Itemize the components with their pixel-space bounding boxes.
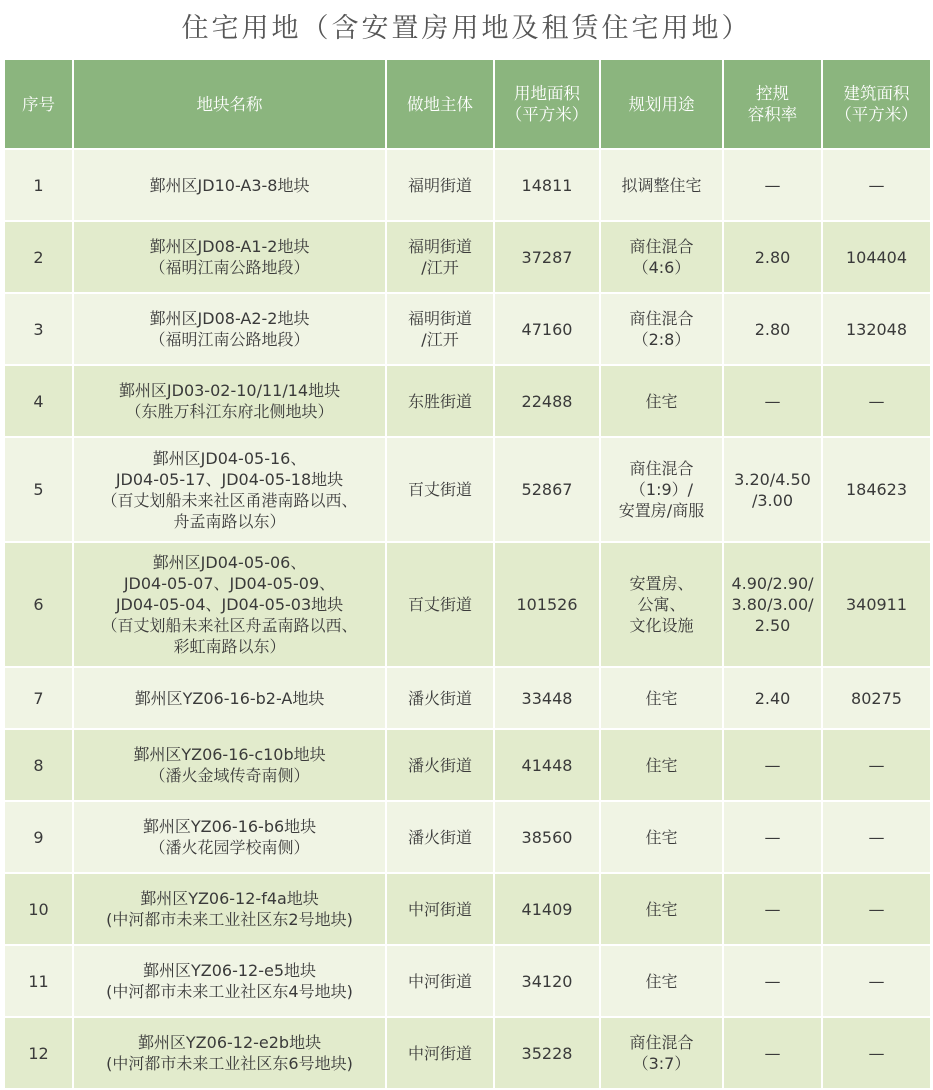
- cell-line: 建筑面积: [843, 84, 910, 103]
- cell-line: 鄞州区YZ06-16-b6地块: [142, 817, 317, 836]
- cell-line: 鄞州区YZ06-12-e5地块: [142, 961, 317, 980]
- cell-line: （1:9）/: [629, 480, 694, 499]
- cell-gfa: —: [822, 365, 931, 437]
- cell-line: （2:8）: [632, 330, 691, 349]
- cell-far: [723, 221, 822, 293]
- cell-line: 2.80: [754, 247, 791, 267]
- cell-line: 公寓、: [637, 595, 686, 614]
- cell-line: 2.40: [754, 688, 791, 708]
- cell-name: [73, 945, 386, 1017]
- cell-far: [723, 542, 822, 667]
- cell-area: 52867: [494, 437, 600, 542]
- cell-area: 41409: [494, 873, 600, 945]
- cell-far: [723, 1017, 822, 1089]
- cell-gfa: 340911: [822, 542, 931, 667]
- cell-far: [723, 149, 822, 221]
- cell-body: [386, 221, 494, 293]
- cell-line: 文化设施: [629, 616, 694, 635]
- table-row: [4, 1017, 931, 1089]
- cell-line: 潘火街道: [407, 827, 472, 847]
- table-row: [4, 873, 931, 945]
- table-row: [4, 221, 931, 293]
- cell-body: [386, 729, 494, 801]
- cell-name: [73, 873, 386, 945]
- table-row: [4, 149, 931, 221]
- cell-gfa: —: [822, 1017, 931, 1089]
- cell-line: 鄞州区JD03-02-10/11/14地块: [118, 381, 341, 400]
- header-no: [4, 59, 73, 149]
- cell-gfa: —: [822, 729, 931, 801]
- cell-body: [386, 365, 494, 437]
- cell-no: 10: [4, 873, 73, 945]
- cell-no: 6: [4, 542, 73, 667]
- cell-body: [386, 873, 494, 945]
- cell-line: JD04-05-04、JD04-05-03地块: [115, 595, 344, 614]
- cell-line: 中河街道: [407, 971, 472, 991]
- cell-use: [600, 667, 723, 729]
- table-row: [4, 729, 931, 801]
- cell-use: [600, 873, 723, 945]
- cell-name: [73, 365, 386, 437]
- cell-line: 地块名称: [196, 94, 263, 114]
- cell-line: (中河都市未来工业社区东6号地块): [106, 1054, 353, 1073]
- table-row: [4, 437, 931, 542]
- cell-no: 9: [4, 801, 73, 873]
- cell-body: [386, 945, 494, 1017]
- cell-area: 38560: [494, 801, 600, 873]
- cell-line: 2.50: [754, 616, 791, 635]
- cell-name: [73, 149, 386, 221]
- header-gfa: [822, 59, 931, 149]
- cell-far: [723, 729, 822, 801]
- cell-use: [600, 365, 723, 437]
- cell-no: 7: [4, 667, 73, 729]
- cell-far: [723, 365, 822, 437]
- header-name: [73, 59, 386, 149]
- cell-line: 鄞州区JD10-A3-8地块: [149, 175, 310, 195]
- cell-line: 安置房/商服: [618, 501, 705, 520]
- cell-gfa: —: [822, 945, 931, 1017]
- cell-line: 鄞州区JD08-A2-2地块: [149, 309, 310, 328]
- cell-line: 安置房、: [629, 574, 694, 593]
- cell-line: JD04-05-17、JD04-05-18地块: [115, 469, 344, 489]
- cell-area: 34120: [494, 945, 600, 1017]
- cell-line: 4.90/2.90/: [731, 574, 814, 593]
- cell-line: （潘火花园学校南侧）: [149, 838, 310, 857]
- cell-gfa: —: [822, 801, 931, 873]
- cell-area: 101526: [494, 542, 600, 667]
- cell-line: （平方米）: [835, 105, 918, 124]
- cell-line: /江开: [421, 258, 459, 277]
- cell-no: 12: [4, 1017, 73, 1089]
- cell-far: [723, 293, 822, 365]
- cell-area: 37287: [494, 221, 600, 293]
- table-row: [4, 667, 931, 729]
- cell-name: [73, 437, 386, 542]
- cell-no: 2: [4, 221, 73, 293]
- cell-line: 潘火街道: [407, 755, 472, 775]
- cell-line: 舟孟南路以东）: [173, 511, 286, 531]
- cell-gfa: —: [822, 873, 931, 945]
- cell-far: [723, 873, 822, 945]
- cell-far: [723, 945, 822, 1017]
- cell-line: 中河街道: [407, 899, 472, 919]
- header-row: [4, 59, 931, 149]
- cell-line: 拟调整住宅: [621, 175, 702, 195]
- cell-line: —: [764, 175, 781, 195]
- cell-line: —: [764, 971, 781, 991]
- cell-area: 41448: [494, 729, 600, 801]
- cell-gfa: 104404: [822, 221, 931, 293]
- cell-line: 鄞州区JD04-05-16、: [152, 448, 307, 468]
- cell-line: —: [764, 755, 781, 775]
- cell-line: 住宅: [645, 755, 678, 775]
- cell-line: 福明街道: [407, 309, 472, 328]
- cell-body: [386, 437, 494, 542]
- land-table: [3, 58, 932, 1090]
- cell-use: [600, 1017, 723, 1089]
- cell-line: 2.80: [754, 319, 791, 339]
- cell-use: [600, 437, 723, 542]
- cell-use: [600, 729, 723, 801]
- cell-name: [73, 293, 386, 365]
- cell-line: 控规: [756, 84, 789, 103]
- cell-line: —: [764, 827, 781, 847]
- cell-use: [600, 221, 723, 293]
- cell-area: 33448: [494, 667, 600, 729]
- cell-no: 11: [4, 945, 73, 1017]
- cell-line: 福明街道: [407, 237, 472, 256]
- cell-line: /3.00: [751, 490, 793, 510]
- cell-line: 规划用途: [628, 94, 695, 114]
- cell-line: 鄞州区JD08-A1-2地块: [149, 237, 310, 256]
- table-body: [4, 149, 931, 1089]
- cell-line: 百丈街道: [407, 480, 472, 499]
- cell-line: 商住混合: [629, 309, 694, 328]
- cell-line: (中河都市未来工业社区东2号地块): [106, 910, 353, 929]
- cell-area: 47160: [494, 293, 600, 365]
- cell-use: [600, 945, 723, 1017]
- cell-use: [600, 542, 723, 667]
- cell-line: 鄞州区YZ06-16-b2-A地块: [134, 688, 325, 708]
- cell-gfa: 184623: [822, 437, 931, 542]
- cell-body: [386, 149, 494, 221]
- cell-line: 住宅: [645, 827, 678, 847]
- cell-area: 22488: [494, 365, 600, 437]
- cell-line: 住宅: [645, 971, 678, 991]
- cell-line: 潘火街道: [407, 688, 472, 708]
- cell-line: 用地面积: [514, 84, 580, 103]
- cell-line: （平方米）: [505, 105, 589, 124]
- cell-line: 鄞州区YZ06-12-f4a地块: [140, 889, 319, 908]
- cell-line: 商住混合: [629, 1033, 694, 1052]
- table-row: [4, 801, 931, 873]
- cell-use: [600, 149, 723, 221]
- cell-line: —: [764, 391, 781, 411]
- header-area: [494, 59, 600, 149]
- cell-line: （福明江南公路地段）: [149, 258, 310, 277]
- cell-line: —: [764, 1043, 781, 1063]
- cell-no: 8: [4, 729, 73, 801]
- cell-line: （福明江南公路地段）: [149, 330, 310, 349]
- cell-line: 鄞州区YZ06-12-e2b地块: [137, 1033, 322, 1052]
- cell-line: /江开: [421, 330, 459, 349]
- cell-line: 东胜街道: [407, 391, 472, 411]
- cell-far: [723, 437, 822, 542]
- cell-gfa: 80275: [822, 667, 931, 729]
- cell-line: 住宅: [645, 688, 678, 708]
- cell-name: [73, 221, 386, 293]
- cell-line: 商住混合: [629, 459, 694, 478]
- cell-body: [386, 667, 494, 729]
- cell-line: （百丈划船未来社区甬港南路以西、: [101, 490, 358, 510]
- cell-name: [73, 1017, 386, 1089]
- cell-gfa: 132048: [822, 293, 931, 365]
- cell-name: [73, 667, 386, 729]
- cell-area: 35228: [494, 1017, 600, 1089]
- cell-no: 5: [4, 437, 73, 542]
- cell-line: （东胜万科江东府北侧地块）: [125, 402, 334, 421]
- cell-line: 鄞州区JD04-05-06、: [152, 553, 307, 572]
- cell-line: （潘火金域传奇南侧）: [149, 766, 310, 785]
- cell-far: [723, 801, 822, 873]
- cell-line: 彩虹南路以东）: [173, 637, 286, 656]
- cell-name: [73, 542, 386, 667]
- cell-line: 住宅: [645, 899, 678, 919]
- cell-line: 百丈街道: [407, 595, 472, 614]
- cell-body: [386, 293, 494, 365]
- cell-use: [600, 293, 723, 365]
- table-row: [4, 293, 931, 365]
- cell-line: —: [764, 899, 781, 919]
- cell-line: 商住混合: [629, 237, 694, 256]
- header-body: [386, 59, 494, 149]
- cell-line: 3.20/4.50: [734, 469, 811, 489]
- cell-no: 3: [4, 293, 73, 365]
- header-far: [723, 59, 822, 149]
- cell-line: （4:6）: [632, 258, 691, 277]
- cell-line: JD04-05-07、JD04-05-09、: [123, 574, 336, 593]
- cell-line: 3.80/3.00/: [731, 595, 814, 614]
- header-use: [600, 59, 723, 149]
- cell-no: 4: [4, 365, 73, 437]
- cell-line: （百丈划船未来社区舟孟南路以西、: [101, 616, 358, 635]
- cell-line: 中河街道: [407, 1043, 472, 1063]
- cell-name: [73, 801, 386, 873]
- cell-area: 14811: [494, 149, 600, 221]
- table-header: [4, 59, 931, 149]
- cell-far: [723, 667, 822, 729]
- cell-line: 鄞州区YZ06-16-c10b地块: [133, 745, 326, 764]
- page-title: 住宅用地（含安置房用地及租赁住宅用地）: [181, 13, 752, 44]
- cell-line: 序号: [22, 94, 55, 114]
- cell-name: [73, 729, 386, 801]
- cell-line: 福明街道: [407, 175, 472, 195]
- table-row: [4, 542, 931, 667]
- cell-line: （3:7）: [632, 1054, 691, 1073]
- cell-body: [386, 801, 494, 873]
- table-row: [4, 945, 931, 1017]
- cell-use: [600, 801, 723, 873]
- table-row: [4, 365, 931, 437]
- cell-line: 容积率: [747, 105, 798, 124]
- cell-line: 住宅: [645, 391, 678, 411]
- cell-line: (中河都市未来工业社区东4号地块): [106, 982, 353, 1001]
- cell-line: 做地主体: [407, 94, 473, 114]
- cell-body: [386, 542, 494, 667]
- cell-gfa: —: [822, 149, 931, 221]
- cell-no: 1: [4, 149, 73, 221]
- cell-body: [386, 1017, 494, 1089]
